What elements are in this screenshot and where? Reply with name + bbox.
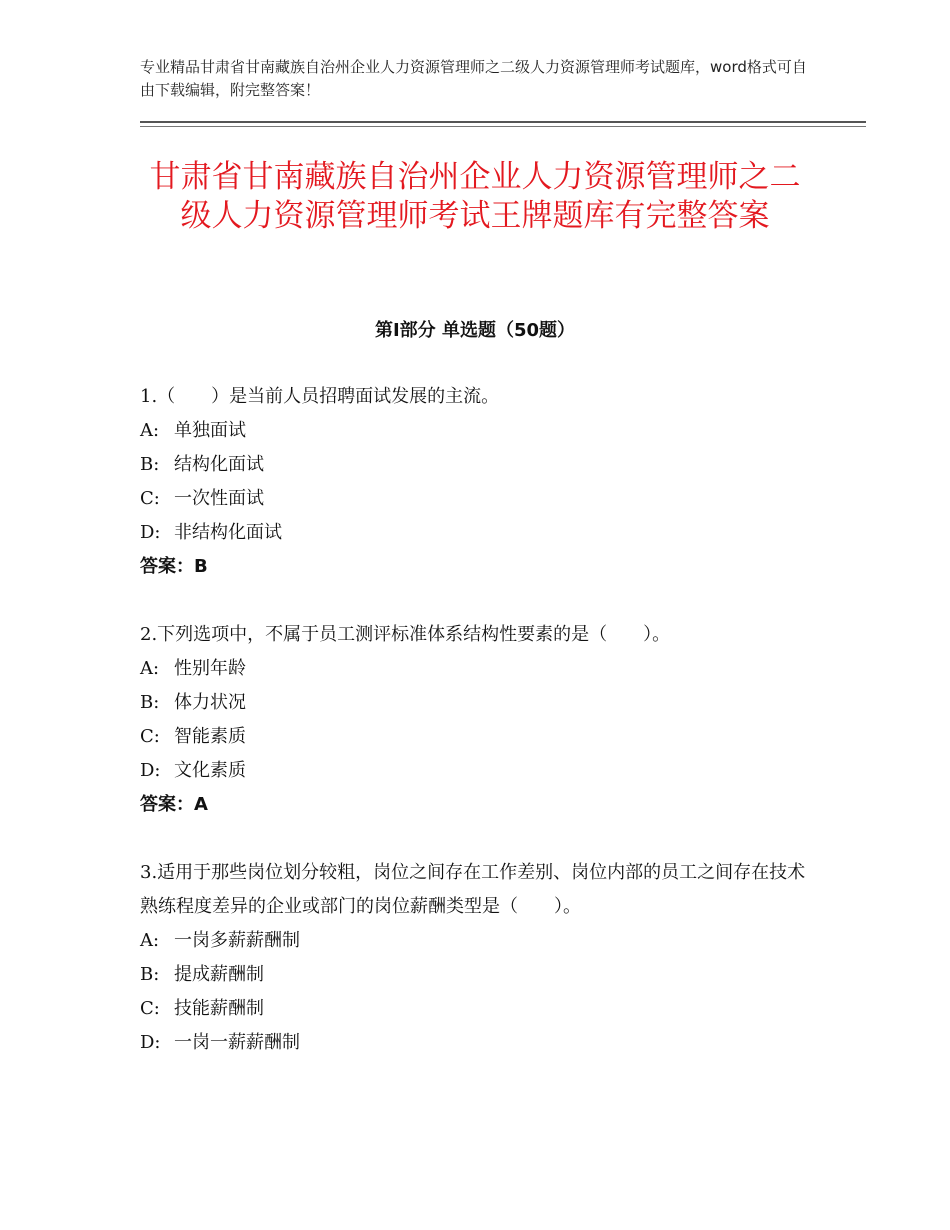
- option-b: [140, 448, 810, 482]
- option-letter: B:: [140, 964, 160, 985]
- option-text: 单独面试: [174, 420, 246, 441]
- option-letter: D:: [140, 760, 161, 781]
- option-text: 性别年龄: [174, 658, 246, 679]
- option-letter: A:: [140, 930, 160, 951]
- header-note: 专业精品甘肃省甘南藏族自治州企业人力资源管理师之二级人力资源管理师考试题库，word格式可自由下载编辑，附完整答案！: [140, 58, 807, 99]
- option-b: [140, 958, 810, 992]
- option-letter: C:: [140, 998, 160, 1019]
- option-text: 一岗多薪薪酬制: [174, 930, 300, 951]
- option-letter: B:: [140, 454, 160, 475]
- option-d: [140, 516, 810, 550]
- option-text: 结构化面试: [174, 454, 264, 475]
- option-text: 一岗一薪薪酬制: [174, 1032, 300, 1053]
- option-letter: B:: [140, 692, 160, 713]
- option-a: [140, 652, 810, 686]
- question-stem: 3.适用于那些岗位划分较粗，岗位之间存在工作差别、岗位内部的员工之间存在技术熟练程度差异的企业或部门的岗位薪酬类型是（ ）。: [140, 862, 806, 917]
- option-letter: D:: [140, 522, 161, 543]
- question-list: [140, 380, 810, 1094]
- option-text: 文化素质: [174, 760, 246, 781]
- answer-line: 答案：B: [140, 556, 208, 577]
- option-text: 智能素质: [174, 726, 246, 747]
- option-letter: C:: [140, 726, 160, 747]
- section-heading: 第Ⅰ部分 单选题（50题）: [374, 320, 575, 341]
- option-letter: C:: [140, 488, 160, 509]
- answer-line: 答案：A: [140, 794, 208, 815]
- option-c: [140, 992, 810, 1026]
- option-text: 提成薪酬制: [174, 964, 264, 985]
- question-2: [140, 618, 810, 822]
- question-stem: 1.（ ）是当前人员招聘面试发展的主流。: [140, 386, 500, 407]
- option-text: 体力状况: [174, 692, 246, 713]
- question-1: [140, 380, 810, 584]
- option-letter: A:: [140, 658, 160, 679]
- option-text: 一次性面试: [174, 488, 264, 509]
- header-rule-thick: [140, 121, 866, 123]
- option-c: [140, 720, 810, 754]
- document-title: 甘肃省甘南藏族自治州企业人力资源管理师之二级人力资源管理师考试王牌题库有完整答案: [149, 159, 801, 234]
- option-letter: A:: [140, 420, 160, 441]
- option-b: [140, 686, 810, 720]
- option-c: [140, 482, 810, 516]
- option-a: [140, 924, 810, 958]
- option-d: [140, 754, 810, 788]
- option-letter: D:: [140, 1032, 161, 1053]
- question-stem: 2.下列选项中，不属于员工测评标准体系结构性要素的是（ ）。: [140, 624, 671, 645]
- option-d: [140, 1026, 810, 1060]
- option-text: 技能薪酬制: [174, 998, 264, 1019]
- header-rule-thin: [140, 126, 866, 127]
- option-a: [140, 414, 810, 448]
- option-text: 非结构化面试: [174, 522, 282, 543]
- question-3: [140, 856, 810, 1060]
